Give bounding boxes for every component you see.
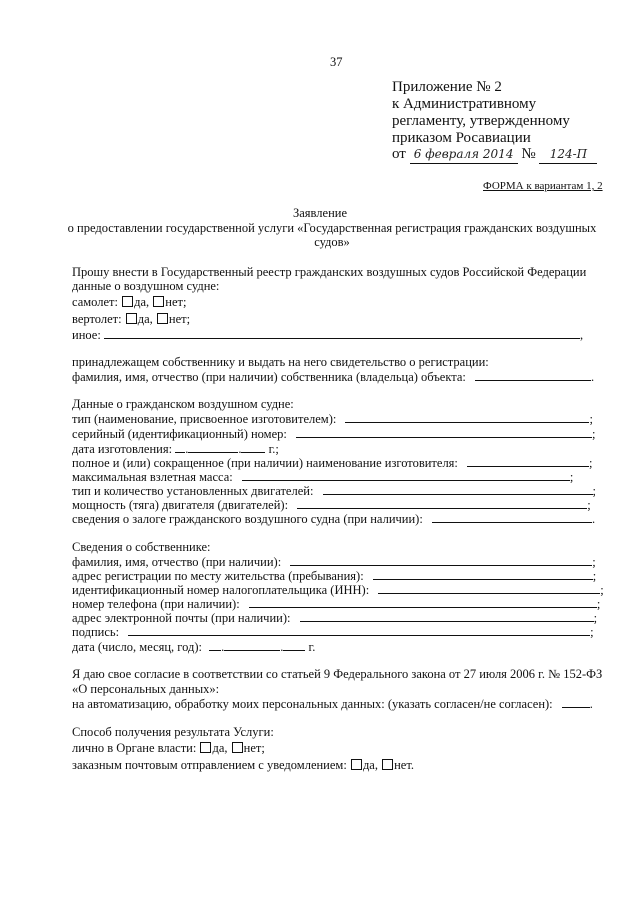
in-person-row: лично в Органе власти: да, нет; <box>72 741 265 755</box>
max-mass-row: максимальная взлетная масса: ; <box>72 470 574 484</box>
manufacturer-row: полное и (или) сокращенное (при наличии) наименование изготовителя: ; <box>72 456 593 470</box>
helicopter-row: вертолет: да, нет; <box>72 312 191 326</box>
serial-field[interactable] <box>296 427 592 438</box>
owner-fio-row: фамилия, имя, отчество (при наличии): ; <box>72 555 596 569</box>
appendix-line-2: к Административному <box>392 96 537 112</box>
airplane-yes-checkbox[interactable] <box>122 296 133 307</box>
owner-inn-row: идентификационный номер налогоплательщика (ИНН): ; <box>72 583 604 597</box>
consent-row: на автоматизацию, обработку моих персональных данных: (указать согласен/не согласен): . <box>72 697 593 711</box>
owner-header: Сведения о собственнике: <box>72 540 211 554</box>
made-date-row: дата изготовления: . . г.; <box>72 442 279 456</box>
mail-row: заказным почтовым отправлением с уведомлением: да, нет. <box>72 758 414 772</box>
aircraft-type-row: тип (наименование, присвоенное изготовителем): ; <box>72 412 593 426</box>
request-line-2: данные о воздушном судне: <box>72 279 220 293</box>
date-field <box>410 146 518 164</box>
made-year-field[interactable] <box>241 442 265 453</box>
pledge-row: сведения о залоге гражданского воздушного судна (при наличии): . <box>72 512 596 526</box>
mail-no-checkbox[interactable] <box>382 759 393 770</box>
owner-name-field[interactable] <box>475 370 591 381</box>
consent-line-1: Я даю свое согласие в соответствии со статьей 9 Федерального закона от 27 июля 2006 г. № 152-ФЗ <box>72 667 603 681</box>
handwritten-date: 6 февраля 2014 <box>413 147 514 161</box>
airplane-row: самолет: да, нет; <box>72 295 187 309</box>
pledge-field[interactable] <box>432 512 592 523</box>
aircraft-type-field[interactable] <box>345 412 589 423</box>
owner-year-field[interactable] <box>283 640 305 651</box>
in-person-no-checkbox[interactable] <box>232 742 243 753</box>
owner-month-field[interactable] <box>224 640 280 651</box>
owner-day-field[interactable] <box>209 640 221 651</box>
engines-field[interactable] <box>323 484 593 495</box>
doc-subtitle-1: о предоставлении государственной услуги «Государственная регистрация гражданских воздушных <box>67 221 597 235</box>
handwritten-number: 124-П <box>549 147 588 161</box>
appendix-block <box>392 79 570 147</box>
helicopter-yes-checkbox[interactable] <box>126 313 137 324</box>
owner-address-field[interactable] <box>373 569 593 580</box>
mail-yes-checkbox[interactable] <box>351 759 362 770</box>
date-prefix: от <box>392 146 406 162</box>
doc-subtitle-2: судов» <box>314 235 350 249</box>
consent-field[interactable] <box>562 697 590 708</box>
doc-title: Заявление <box>292 206 347 220</box>
other-row: иное: , <box>72 328 584 342</box>
form-label: ФОРМА к вариантам 1, 2 <box>483 180 603 192</box>
owner-email-field[interactable] <box>300 611 594 622</box>
owner-signature-field[interactable] <box>128 625 590 636</box>
owner-fio-field[interactable] <box>290 555 592 566</box>
appendix-line-1: Приложение № 2 <box>392 79 502 95</box>
owner-inn-field[interactable] <box>378 583 600 594</box>
page-number: 37 <box>330 55 343 69</box>
owner-date-row: дата (число, месяц, год): . . г. <box>72 640 316 654</box>
max-mass-field[interactable] <box>242 470 570 481</box>
number-field <box>539 146 597 164</box>
method-header: Способ получения результата Услуги: <box>72 725 274 739</box>
power-row: мощность (тяга) двигателя (двигателей): ; <box>72 498 591 512</box>
owner-phone-field[interactable] <box>249 597 597 608</box>
power-field[interactable] <box>297 498 587 509</box>
appendix-line-4: приказом Росавиации <box>392 130 531 146</box>
owner-phone-row: номер телефона (при наличии): ; <box>72 597 601 611</box>
made-day-field[interactable] <box>175 442 185 453</box>
serial-row: серийный (идентификационный) номер: ; <box>72 427 596 441</box>
belongs-line: принадлежащем собственнику и выдать на него свидетельство о регистрации: <box>72 355 489 369</box>
number-prefix: № <box>521 146 536 162</box>
helicopter-no-checkbox[interactable] <box>157 313 168 324</box>
owner-signature-row: подпись: ; <box>72 625 594 639</box>
airplane-no-checkbox[interactable] <box>153 296 164 307</box>
in-person-yes-checkbox[interactable] <box>200 742 211 753</box>
manufacturer-field[interactable] <box>467 456 589 467</box>
aircraft-header: Данные о гражданском воздушном судне: <box>72 397 294 411</box>
appendix-line-3: регламенту, утвержденному <box>392 113 570 129</box>
request-line-1: Прошу внести в Государственный реестр гражданских воздушных судов Российской Федерации <box>72 265 587 279</box>
owner-address-row: адрес регистрации по месту жительства (пребывания): ; <box>72 569 597 583</box>
made-month-field[interactable] <box>188 442 238 453</box>
owner-email-row: адрес электронной почты (при наличии): ; <box>72 611 598 625</box>
appendix-date-line <box>392 146 597 164</box>
consent-line-2: «О персональных данных»: <box>72 682 220 696</box>
other-field[interactable] <box>104 328 580 339</box>
owner-name-row: фамилия, имя, отчество (при наличии) собственника (владельца) объекта: . <box>72 370 595 384</box>
engines-row: тип и количество установленных двигателей: ; <box>72 484 597 498</box>
